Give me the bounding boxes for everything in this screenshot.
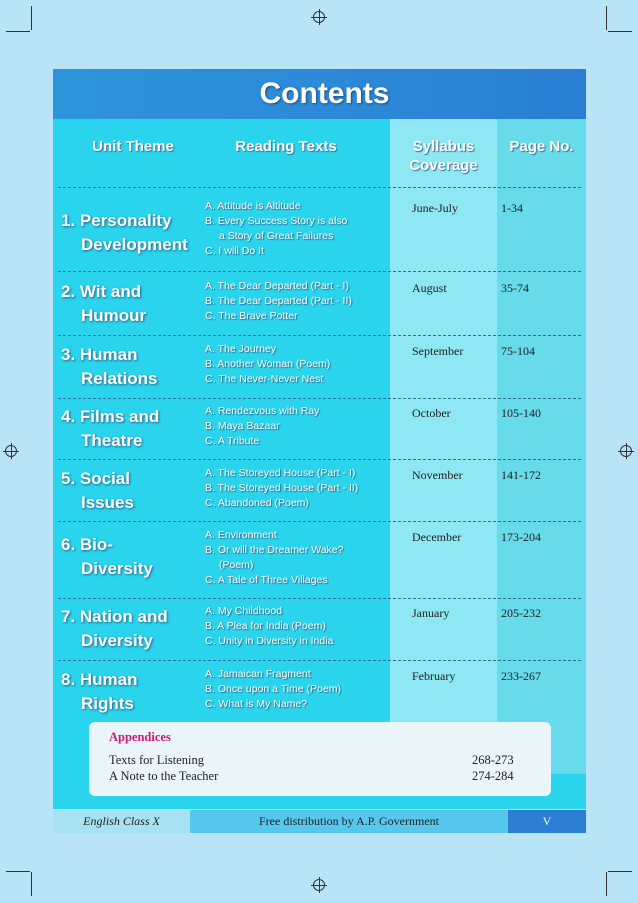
reading-text: B. Another Woman (Poem) bbox=[205, 358, 331, 370]
reading-text: C. What is My Name? bbox=[205, 698, 308, 710]
reading-text: C. I will Do It bbox=[205, 245, 264, 257]
reading-text: C. Abandoned (Poem) bbox=[205, 497, 309, 509]
header-syllabus-line1: Syllabus bbox=[412, 138, 475, 155]
footer-book-title: English Class X bbox=[53, 810, 190, 833]
reading-text: A. Attitude is Altitude bbox=[205, 200, 301, 212]
page-range: 75-104 bbox=[501, 344, 535, 358]
footer-page-number: V bbox=[508, 810, 586, 833]
reading-text: C. A Tribute bbox=[205, 435, 260, 447]
reading-text: C. A Tale of Three Villages bbox=[205, 574, 328, 586]
contents-panel bbox=[53, 69, 586, 809]
syllabus-coverage: December bbox=[412, 530, 462, 544]
reading-text: A. The Dear Departed (Part - I) bbox=[205, 280, 349, 292]
unit-row bbox=[53, 278, 586, 336]
unit-theme: 1. Personality Development bbox=[61, 211, 188, 254]
page-range: 173-204 bbox=[501, 530, 541, 544]
reading-texts bbox=[205, 466, 395, 511]
page-range: 35-74 bbox=[501, 281, 529, 295]
title-bar bbox=[53, 69, 586, 119]
reading-texts bbox=[205, 279, 395, 324]
divider bbox=[58, 187, 581, 188]
reading-text: A. Environment bbox=[205, 529, 277, 541]
reading-text: C. Unity in Diversity in India bbox=[205, 635, 334, 647]
crop-mark bbox=[31, 6, 32, 30]
crop-mark bbox=[608, 871, 632, 872]
reading-text: A. The Storeyed House (Part - I) bbox=[205, 467, 356, 479]
crop-mark bbox=[606, 872, 607, 896]
reading-text: C. The Never-Never Nest bbox=[205, 373, 324, 385]
reading-texts bbox=[205, 342, 395, 387]
registration-mark-icon bbox=[620, 445, 632, 457]
syllabus-coverage: August bbox=[412, 281, 447, 295]
unit-row bbox=[53, 341, 586, 399]
syllabus-coverage: January bbox=[412, 606, 450, 620]
divider bbox=[58, 459, 581, 460]
divider bbox=[58, 271, 581, 272]
footer bbox=[53, 810, 586, 833]
reading-text: B. Once upon a Time (Poem) bbox=[205, 683, 341, 695]
footer-distribution-note: Free distribution by A.P. Government bbox=[190, 810, 508, 833]
unit-theme: 2. Wit and Humour bbox=[61, 282, 147, 325]
reading-text: B. The Storeyed House (Part - II) bbox=[205, 482, 359, 494]
header-reading-texts: Reading Texts bbox=[235, 138, 337, 155]
unit-row bbox=[53, 603, 586, 661]
crop-mark bbox=[606, 6, 607, 30]
syllabus-coverage: November bbox=[412, 468, 463, 482]
appendix-item-pages: 274-284 bbox=[472, 769, 514, 783]
page-range: 205-232 bbox=[501, 606, 541, 620]
syllabus-coverage: September bbox=[412, 344, 464, 358]
registration-mark-icon bbox=[5, 445, 17, 457]
syllabus-coverage: June-July bbox=[412, 201, 458, 215]
reading-text: B. A Plea for India (Poem) bbox=[205, 620, 326, 632]
unit-theme: 4. Films and Theatre bbox=[61, 407, 160, 450]
unit-row bbox=[53, 403, 586, 461]
divider bbox=[58, 398, 581, 399]
appendix-item-pages: 268-273 bbox=[472, 753, 514, 767]
crop-mark bbox=[6, 31, 30, 32]
reading-text: A. The Journey bbox=[205, 343, 277, 355]
header-unit-theme: Unit Theme bbox=[92, 138, 174, 155]
page-range: 1-34 bbox=[501, 201, 523, 215]
reading-text: B. The Dear Departed (Part - II) bbox=[205, 295, 352, 307]
unit-theme: 5. Social Issues bbox=[61, 469, 134, 512]
unit-theme: 6. Bio- Diversity bbox=[61, 535, 153, 578]
appendices-title: Appendices bbox=[109, 730, 171, 744]
unit-row bbox=[53, 666, 586, 724]
header-page-no: Page No. bbox=[509, 138, 574, 155]
page-range: 105-140 bbox=[501, 406, 541, 420]
unit-row bbox=[53, 198, 586, 263]
reading-text: (Poem) bbox=[219, 559, 254, 571]
reading-text: C. The Brave Potter bbox=[205, 310, 298, 322]
appendix-item-label: Texts for Listening bbox=[109, 753, 204, 767]
registration-mark-icon bbox=[313, 879, 325, 891]
reading-text: A. Jamaican Fragment bbox=[205, 668, 311, 680]
reading-text: a Story of Great Failures bbox=[219, 230, 334, 242]
reading-texts bbox=[205, 199, 395, 259]
reading-texts bbox=[205, 604, 395, 649]
crop-mark bbox=[608, 31, 632, 32]
page-range: 233-267 bbox=[501, 669, 541, 683]
syllabus-coverage: February bbox=[412, 669, 456, 683]
crop-mark bbox=[6, 871, 30, 872]
page-range: 141-172 bbox=[501, 468, 541, 482]
unit-row bbox=[53, 465, 586, 523]
divider bbox=[58, 335, 581, 336]
divider bbox=[58, 598, 581, 599]
unit-theme: 7. Nation and Diversity bbox=[61, 607, 168, 650]
appendix-item-label: A Note to the Teacher bbox=[109, 769, 219, 783]
header-syllabus-line2: Coverage bbox=[409, 157, 478, 174]
reading-texts bbox=[205, 528, 395, 588]
unit-theme: 8. Human Rights bbox=[61, 670, 138, 713]
page-title: Contents bbox=[259, 77, 390, 110]
divider bbox=[58, 660, 581, 661]
reading-text: A. Rendezvous with Ray bbox=[205, 405, 320, 417]
registration-mark-icon bbox=[313, 11, 325, 23]
reading-text: A. My Childhood bbox=[205, 605, 283, 617]
reading-text: B. Or will the Dreamer Wake? bbox=[205, 544, 344, 556]
divider bbox=[58, 521, 581, 522]
syllabus-coverage: October bbox=[412, 406, 451, 420]
reading-texts bbox=[205, 667, 395, 712]
reading-text: B. Maya Bazaar bbox=[205, 420, 280, 432]
unit-theme: 3. Human Relations bbox=[61, 345, 158, 388]
reading-texts bbox=[205, 404, 395, 449]
crop-mark bbox=[31, 872, 32, 896]
appendices-box bbox=[89, 722, 551, 796]
unit-row bbox=[53, 527, 586, 599]
reading-text: B. Every Success Story is also bbox=[205, 215, 348, 227]
